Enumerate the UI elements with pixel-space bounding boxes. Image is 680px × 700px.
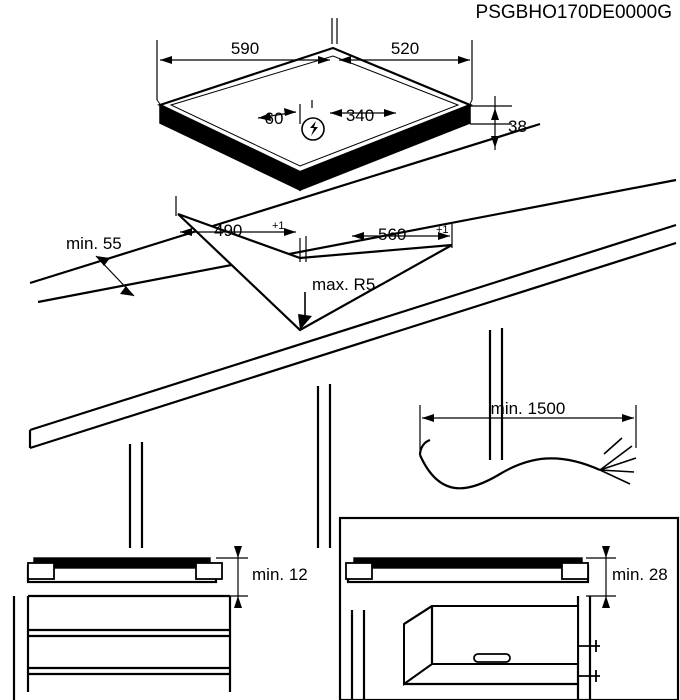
dimension-min-55-label: min. 55 (66, 234, 122, 253)
radius-label: max. R5 (312, 275, 376, 294)
cable-conductors (600, 438, 636, 484)
oven-hob-body (354, 558, 582, 568)
oven-handle (474, 654, 510, 662)
oven-hob-right-flange (562, 563, 588, 579)
drawing-code-label: PSGBHO170DE0000G (475, 2, 672, 23)
dimension-min-12-label: min. 12 (252, 565, 308, 584)
power-connection-icon (302, 118, 324, 140)
dimension-560-label: 560 (378, 225, 407, 244)
drawer-hob-body (34, 558, 210, 568)
dimension-min-28-label: min. 28 (612, 565, 668, 584)
dimension-490-tolerance-label: +1 (272, 220, 285, 232)
dimension-38-label: 38 (508, 117, 527, 136)
drawer-hob-right-flange (196, 563, 222, 579)
dimension-min-1500-label: min. 1500 (490, 399, 566, 418)
clearance-view-drawer (14, 558, 230, 700)
worktop-support-legs (130, 328, 502, 548)
dimension-38 (470, 96, 512, 150)
oven-hob-left-flange (346, 563, 372, 579)
dimension-60-label: 60 (264, 109, 284, 128)
hob-top-face (160, 48, 470, 172)
oven-body (404, 606, 578, 684)
dimension-590-label: 590 (230, 39, 260, 58)
dimension-340-label: 340 (345, 106, 375, 125)
dimension-520-label: 520 (390, 39, 420, 58)
dimension-560-tolerance-label: +1 (436, 224, 449, 236)
dimension-490-label: 490 (214, 221, 243, 240)
drawer-hob-left-flange (28, 563, 54, 579)
clearance-view-oven (346, 558, 600, 700)
mains-cable-view (420, 438, 636, 488)
